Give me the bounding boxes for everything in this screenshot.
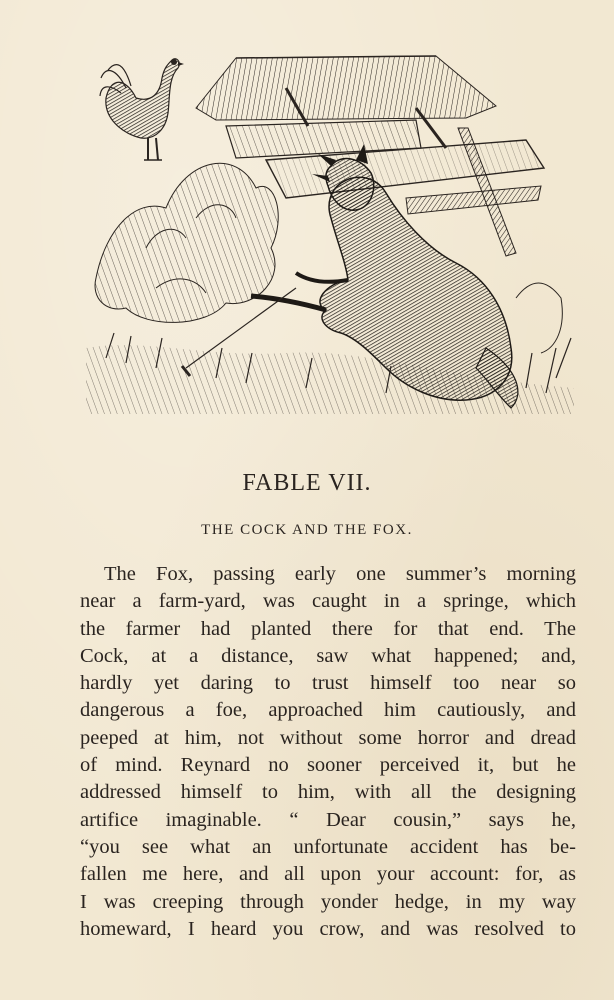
fable-body-text <box>80 561 576 943</box>
text-line: fallen me here, and all upon your account: for, as <box>80 863 576 886</box>
text-line: of mind. Reynard no sooner perceived it, but he <box>80 754 576 777</box>
cock-and-fox-engraving <box>86 48 574 414</box>
bush <box>95 163 278 322</box>
fable-number: FABLE VII. <box>242 470 372 496</box>
text-line: I was creeping through yonder hedge, in my way <box>80 890 576 913</box>
text-line: addressed himself to him, with all the designing <box>80 781 576 804</box>
text-line: hardly yet daring to trust himself too near so <box>80 672 576 695</box>
text-line: peeped at him, not without some horror and dread <box>80 726 576 749</box>
text-line: near a farm-yard, was caught in a springe, which <box>80 590 576 613</box>
text-line: “you see what an unfortunate accident has be- <box>80 835 576 858</box>
text-line: The Fox, passing early one summer’s morning <box>104 563 576 585</box>
rooster-figure <box>100 59 184 160</box>
text-line: the farmer had planted there for that end. The <box>80 617 576 640</box>
text-line: dangerous a foe, approached him cautiously, and <box>80 699 576 722</box>
text-line: Cock, at a distance, saw what happened; and, <box>80 644 576 667</box>
text-line: artifice imaginable. “ Dear cousin,” says he, <box>80 808 576 831</box>
fable-title: THE COCK AND THE FOX. <box>201 522 413 538</box>
text-line: homeward, I heard you crow, and was resolved to <box>80 917 576 940</box>
